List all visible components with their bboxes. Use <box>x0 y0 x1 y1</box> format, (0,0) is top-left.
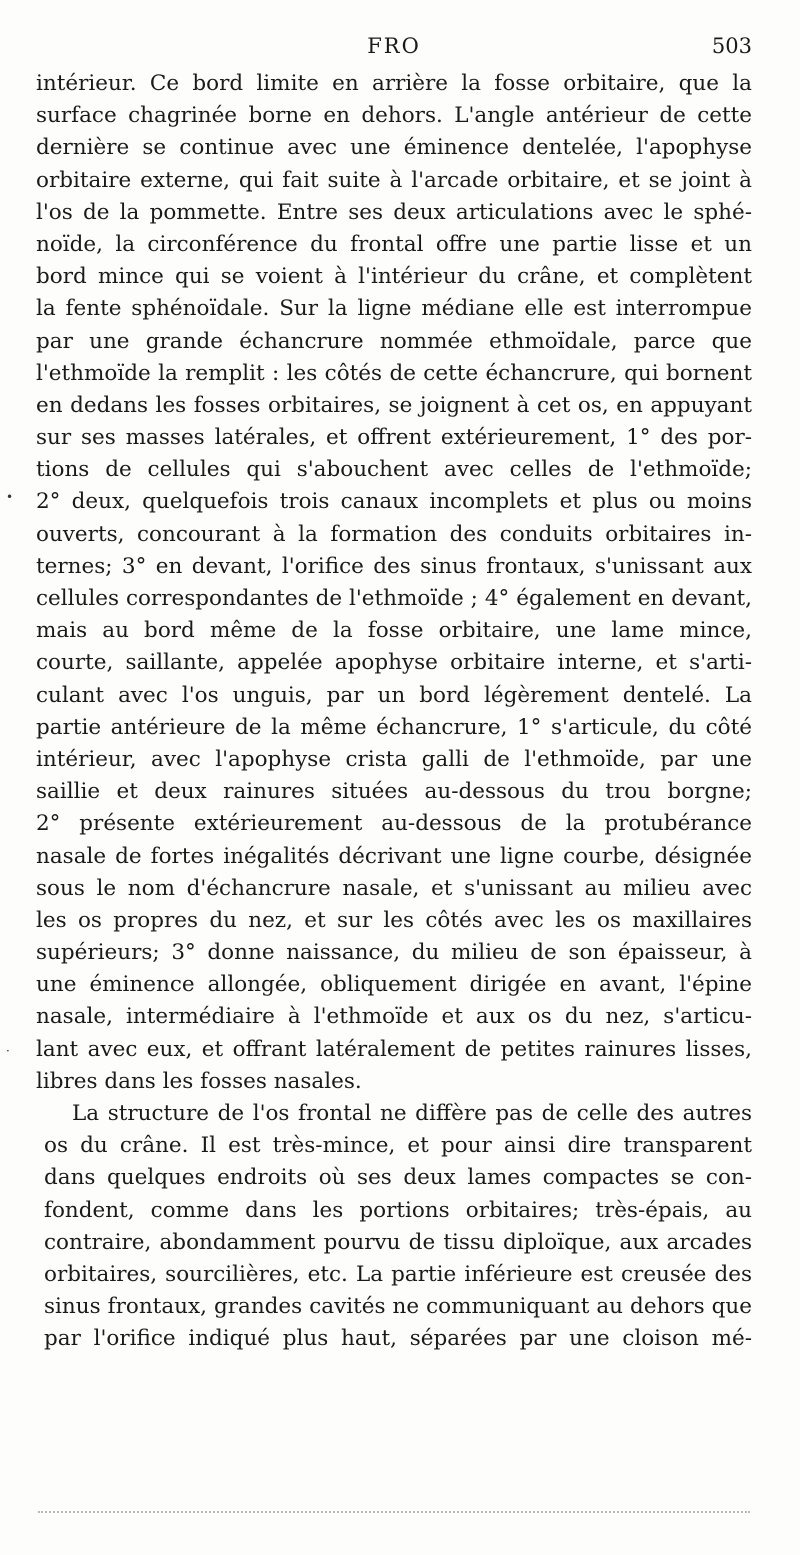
text-line: sur ses masses latérales, et offrent extérieurement, 1° des por- <box>36 425 752 451</box>
page-heading: FRO <box>367 34 421 58</box>
text-line: par une grande échancrure nommée ethmoïdale, parce que <box>36 328 752 354</box>
text-line: fondent, comme dans les portions orbitaires; très-épais, au <box>44 1197 752 1223</box>
text-line: courte, saillante, appelée apophyse orbitaire interne, et s'arti- <box>36 650 752 676</box>
text-line: lant avec eux, et offrant latéralement de petites rainures lisses, <box>36 1036 752 1062</box>
text-line: sous le nom d'échancrure nasale, et s'unissant au milieu avec <box>36 875 752 901</box>
text-line: par l'orifice indiqué plus haut, séparées par une cloison mé- <box>44 1326 752 1352</box>
text-line: ternes; 3° en devant, l'orifice des sinus frontaux, s'unissant aux <box>36 553 752 579</box>
text-line: saillie et deux rainures situées au-dessous du trou borgne; <box>36 779 752 805</box>
text-line: intérieur. Ce bord limite en arrière la fosse orbitaire, que la <box>36 71 752 96</box>
text-line: os du crâne. Il est très-mince, et pour ainsi dire transparent <box>44 1133 752 1159</box>
text-line: les os propres du nez, et sur les côtés avec les os maxillaires <box>36 907 752 933</box>
text-line: la fente sphénoïdale. Sur la ligne médiane elle est interrompue <box>36 296 752 322</box>
text-line: noïde, la circonférence du frontal offre une partie lisse et un <box>36 231 752 257</box>
bottom-rule <box>38 1511 750 1513</box>
text-line: intérieur, avec l'apophyse crista galli de l'ethmoïde, par une <box>36 746 752 772</box>
margin-dot: · <box>6 1044 10 1058</box>
text-line: culant avec l'os unguis, par un bord légèrement dentelé. La <box>36 682 752 708</box>
text-line: surface chagrinée borne en dehors. L'angle antérieur de cette <box>36 103 752 129</box>
text-line: dans quelques endroits où ses deux lames compactes se con- <box>44 1165 752 1191</box>
body-text <box>36 68 752 1356</box>
text-line: 2° deux, quelquefois trois canaux incomplets et plus ou moins <box>36 489 752 515</box>
text-line: cellules correspondantes de l'ethmoïde ; 4° également en devant, <box>36 586 752 611</box>
text-line: sinus frontaux, grandes cavités ne communiquant au dehors que <box>44 1294 752 1320</box>
text-line: l'os de la pommette. Entre ses deux articulations avec le sphé- <box>36 199 752 225</box>
text-line: orbitaires, sourcilières, etc. La partie inférieure est creusée des <box>44 1261 752 1287</box>
text-line: nasale de fortes inégalités décrivant une ligne courbe, désignée <box>36 843 752 869</box>
running-head <box>36 34 752 64</box>
paragraph-start-line: La structure de l'os frontal ne diffère pas de celle des autres <box>72 1101 752 1126</box>
page-number: 503 <box>711 34 752 58</box>
margin-bullet: • <box>6 490 14 504</box>
text-line: tions de cellules qui s'abouchent avec celles de l'ethmoïde; <box>36 457 752 483</box>
text-line: en dedans les fosses orbitaires, se joignent à cet os, en appuyant <box>36 392 752 418</box>
text-line: mais au bord même de la fosse orbitaire, une lame mince, <box>36 618 752 644</box>
text-line: ouverts, concourant à la formation des conduits orbitaires in- <box>36 521 752 547</box>
text-line: partie antérieure de la même échancrure, 1° s'articule, du côté <box>36 714 752 740</box>
paragraph-end-line: libres dans les fosses nasales. <box>36 1068 362 1094</box>
text-line: nasale, intermédiaire à l'ethmoïde et aux os du nez, s'articu- <box>36 1004 752 1030</box>
text-line: une éminence allongée, obliquement dirigée en avant, l'épine <box>36 972 752 998</box>
text-line: orbitaire externe, qui fait suite à l'arcade orbitaire, et se joint à <box>36 167 752 193</box>
text-line: 2° présente extérieurement au-dessous de la protubérance <box>36 811 752 837</box>
text-line: bord mince qui se voient à l'intérieur du crâne, et complètent <box>36 264 752 290</box>
text-line: contraire, abondamment pourvu de tissu diploïque, aux arcades <box>44 1229 752 1255</box>
text-line: supérieurs; 3° donne naissance, du milieu de son épaisseur, à <box>36 940 752 966</box>
text-line: l'ethmoïde la remplit : les côtés de cette échancrure, qui bornent <box>36 360 752 386</box>
text-line: dernière se continue avec une éminence dentelée, l'apophyse <box>36 135 752 161</box>
